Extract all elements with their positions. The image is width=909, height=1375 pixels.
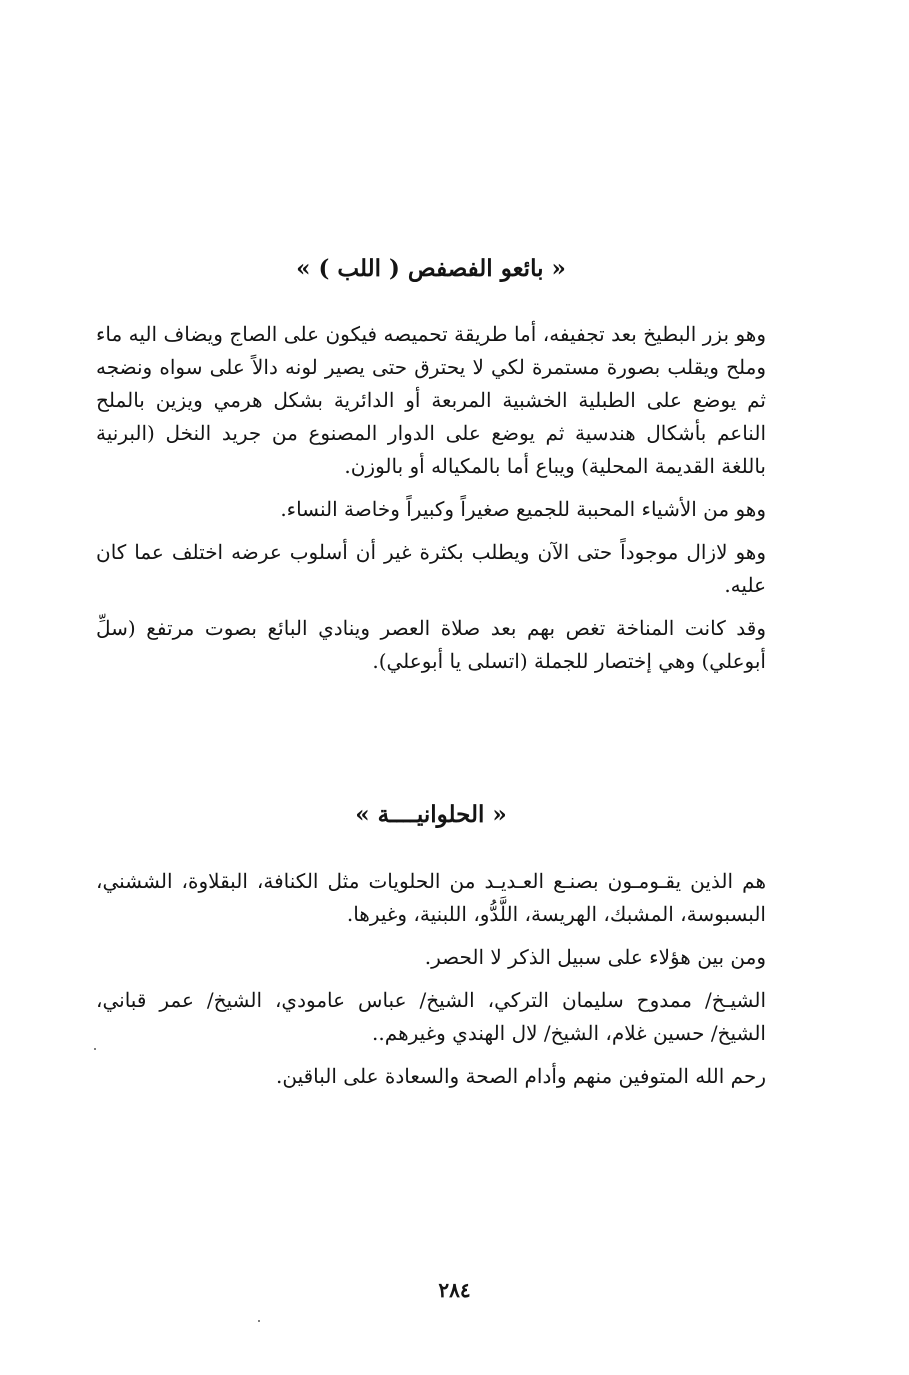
scan-speck: [94, 1048, 96, 1050]
paragraph: الشيـخ/ ممدوح سليمان التركي، الشيخ/ عباس عامودي، الشيخ/ عمر قباني، الشيخ/ حسين غلام، الشيخ/ لال الهندي وغيرهم..: [96, 988, 766, 1045]
paragraph-gap: [96, 931, 766, 941]
section-heading-seed-sellers: « بائعو الفصفص ( اللب ) »: [296, 255, 566, 282]
paragraph: هم الذين يقـومـون بصنـع العـديـد من الحلويات مثل الكنافة، البقلاوة، الششني، البسبوسة، المشبك، الهريسة، اللَّدُّو، اللبنية، وغيرها.: [96, 869, 766, 926]
section-heading-sweet-makers: « الحلوانيــــة »: [355, 801, 507, 828]
section-body-sweet-makers: [96, 865, 766, 1093]
paragraph: ومن بين هؤلاء على سبيل الذكر لا الحصر.: [424, 945, 766, 969]
paragraph-gap: [96, 526, 766, 536]
scan-speck: [258, 1320, 260, 1322]
page-number: ٢٨٤: [438, 1278, 471, 1302]
paragraph-gap: [96, 974, 766, 984]
paragraph: وهو من الأشياء المحببة للجميع صغيراً وكبيراً وخاصة النساء.: [280, 497, 766, 521]
paragraph: وقد كانت المناخة تغص بهم بعد صلاة العصر وينادي البائع بصوت مرتفع (سلِّ أبوعلي) وهي إختصار للجملة (اتسلى يا أبوعلي).: [96, 616, 766, 673]
paragraph: رحم الله المتوفين منهم وأدام الصحة والسعادة على الباقين.: [275, 1064, 766, 1088]
paragraph-gap: [96, 483, 766, 493]
section-body-seed-sellers: [96, 318, 766, 678]
paragraph-gap: [96, 1050, 766, 1060]
paragraph: وهو لازال موجوداً حتى الآن ويطلب بكثرة غير أن أسلوب عرضه اختلف عما كان عليه.: [96, 540, 766, 597]
paragraph-gap: [96, 602, 766, 612]
paragraph: وهو بزر البطيخ بعد تجفيفه، أما طريقة تحميصه فيكون على الصاج ويضاف اليه ماء وملح ويقلب بصورة مستمرة لكي لا يحترق حتى يصير لونه دالاً على سواه ونضجه ثم يوضع على الطبلية الخشبية المربعة أو الدائرية بشكل هرمي ويزين بالملح الناعم بأشكال هندسية ثم يوضع على الدوار المصنوع من جريد النخل (البرنية باللغة القديمة المحلية) ويباع أما بالمكياله أو بالوزن.: [96, 322, 766, 478]
